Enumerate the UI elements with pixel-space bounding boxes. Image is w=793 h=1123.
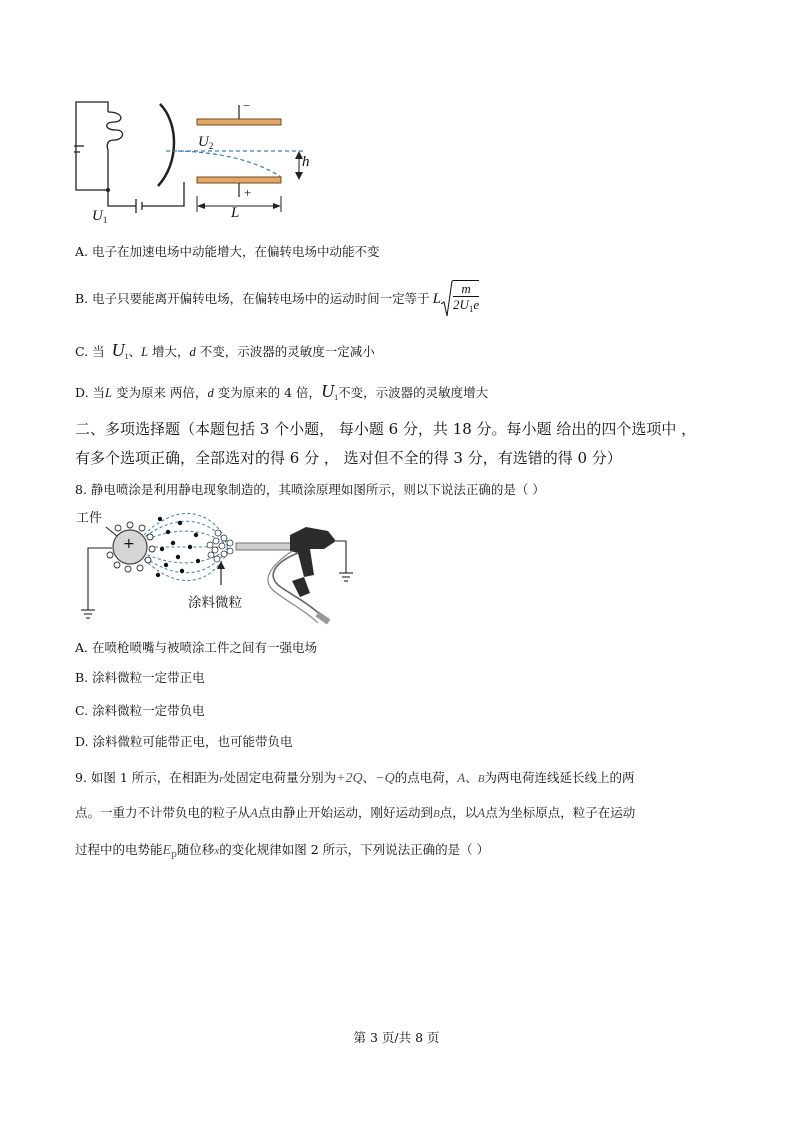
q9-line3: 过程中的电势能$E_p$随位移x的变化规律如图 2 所示，下列说法正确的是（ ）: [75, 842, 490, 860]
label-h: h: [302, 154, 310, 170]
section-heading-line2: 有多个选项正确，全部选对的得 6 分 ， 选对但不全的得 3 分，有选错的得 0 分）: [75, 449, 622, 467]
fraction-numerator: m: [453, 281, 479, 297]
symbol-u1-d: $U_1$: [321, 381, 339, 402]
label-l: L: [231, 205, 240, 221]
upper-plate: [197, 119, 281, 125]
q9-line2: 点。一重力不计带负电的粒子从A点由静止开始运动，刚好运动到B点，以A点为坐标原点，粒子在运动: [75, 805, 636, 820]
q7-option-d: D. 当L 变为原来 两倍，d 变为原来的 4 倍，$U_1$不变，示波器的灵敏度增大: [75, 381, 489, 402]
label-paint-particles: 涂料微粒: [188, 595, 242, 611]
q8-option-a: A. 在喷枪喷嘴与被喷涂工件之间有一强电场: [75, 640, 317, 655]
label-workpiece: 工件: [76, 511, 103, 526]
q9-line1: 9. 如图 1 所示，在相距为r处固定电荷量分别为+2Q、−Q的点电荷，A、B为两电荷连线延长线上的两: [75, 770, 635, 786]
label-u2: $U_2$: [198, 134, 214, 151]
q8-option-c: C. 涂料微粒一定带负电: [75, 703, 205, 718]
formula-l: L: [432, 291, 441, 307]
spray-gun: [236, 527, 336, 624]
electron-trajectory: [178, 151, 281, 177]
sqrt-formula: [441, 280, 479, 318]
filament-coil: [107, 112, 123, 166]
label-plus-charge: +: [123, 536, 135, 552]
q7-option-a: A. 电子在加速电场中动能增大，在偏转电场中动能不变: [75, 244, 380, 259]
deflection-figure: [74, 98, 324, 230]
q7-option-b: [75, 281, 480, 314]
fraction-denominator: $2U_1e$: [452, 297, 480, 314]
accelerating-plate: [158, 104, 174, 186]
q8-option-d: D. 涂料微粒可能带正电，也可能带负电: [75, 734, 293, 749]
q7-option-b-text: B. 电子只要能离开偏转电场，在偏转电场中的运动时间一定等于: [75, 291, 430, 306]
section-heading-line1: 二、多项选择题（本题包括 3 个小题， 每小题 6 分，共 18 分。每小题 给出的四个选项中 ，: [75, 420, 697, 438]
symbol-u1: $U_1$: [111, 340, 129, 361]
q7-option-c: C. 当 $U_1$、L 增大，d 不变，示波器的灵敏度一定减小: [75, 340, 375, 361]
page-footer: 第 3 页/共 8 页: [353, 1030, 440, 1045]
label-minus: −: [243, 98, 251, 113]
nozzle-particles: [207, 530, 233, 562]
lower-plate: [197, 177, 281, 183]
label-plus: +: [244, 185, 252, 200]
q8-option-b: B. 涂料微粒一定带正电: [75, 670, 205, 685]
label-u1: $U_1$: [92, 208, 108, 225]
spray-figure: [78, 505, 363, 630]
q8-stem: 8. 静电喷涂是利用静电现象制造的，其喷涂原理如图所示，则以下说法正确的是（ ）: [75, 482, 545, 497]
